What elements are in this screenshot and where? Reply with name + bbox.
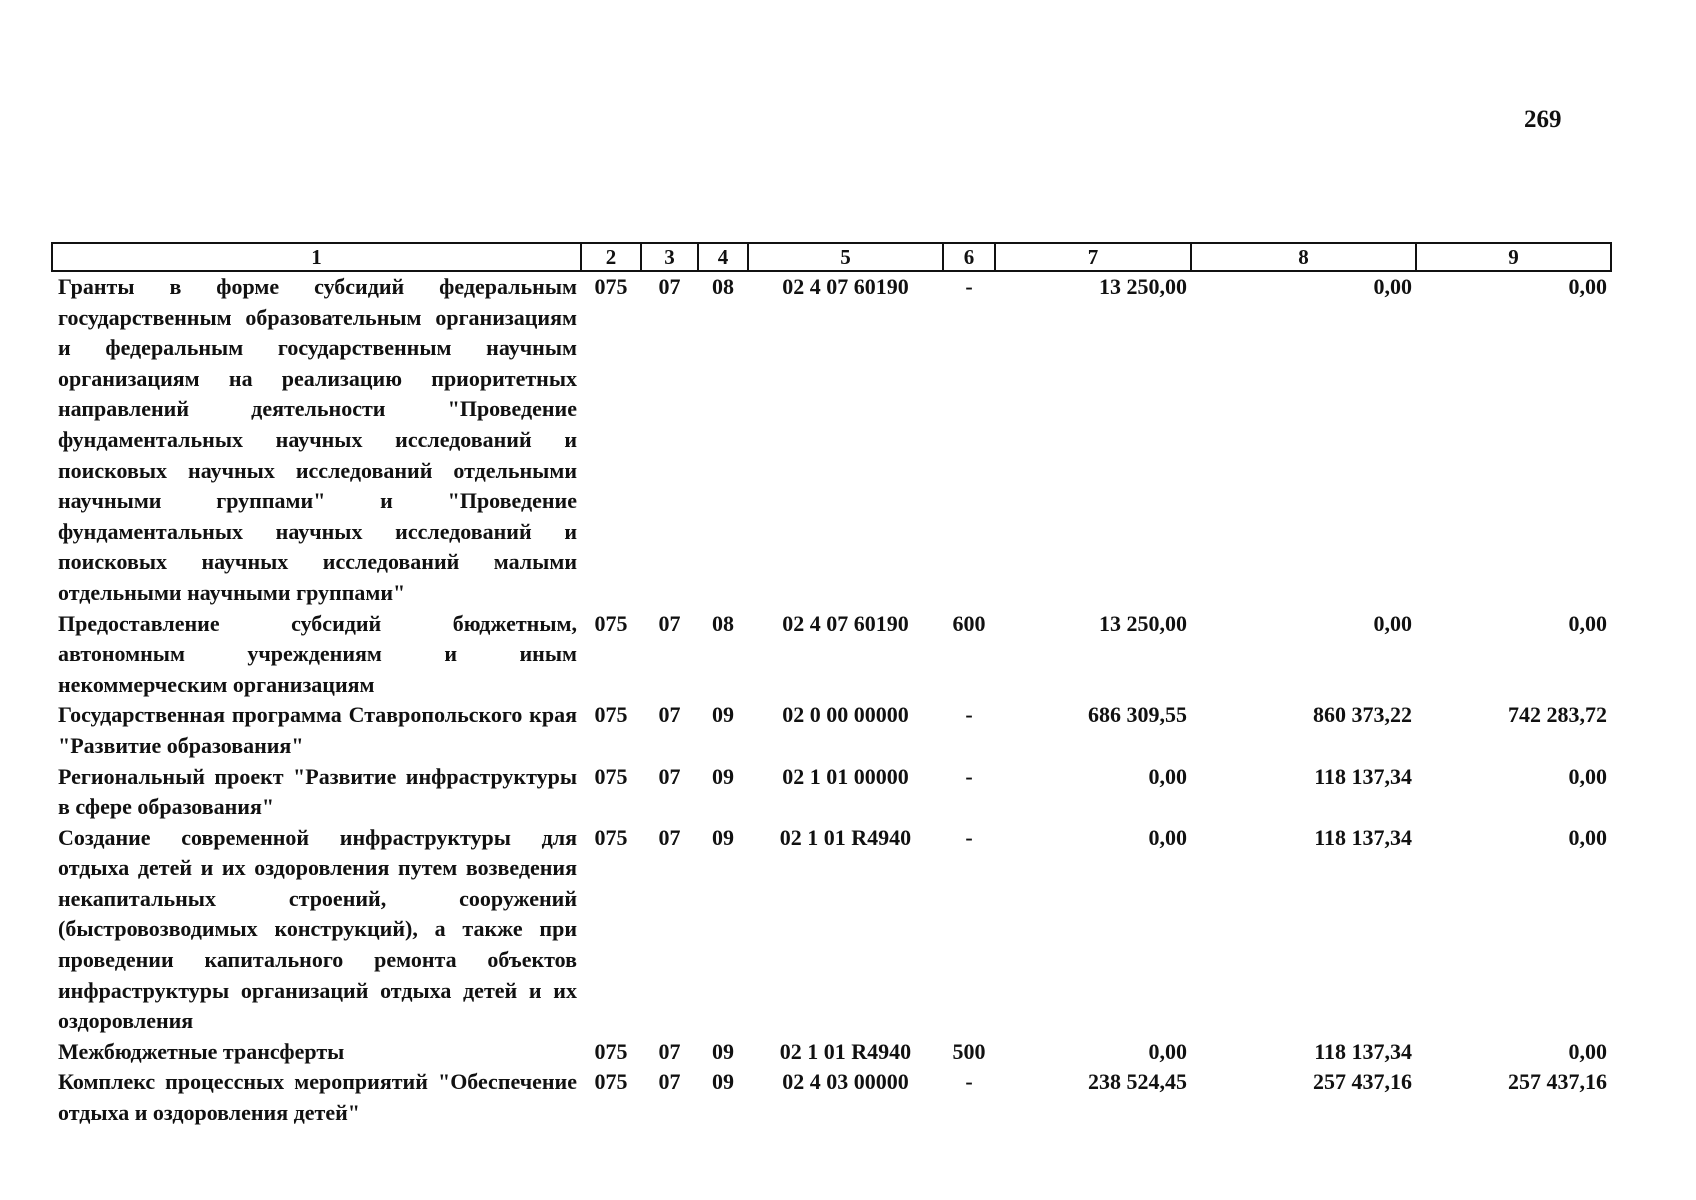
table-row: [52, 700, 1611, 761]
row-description: Предоставление субсидий бюджетным, автономным учреждениям и иным некоммерческим организациям: [58, 610, 577, 697]
cell-expense-type: 500: [952, 1038, 986, 1064]
cell-section: 07: [658, 1038, 681, 1064]
cell-section: 07: [658, 702, 681, 728]
row-description: Гранты в форме субсидий федеральным государственным образовательным организациям и федеральным государственным научным организациям на реализацию приоритетных направлений деятельности "Проведение фундаментальных научных исследований и поисковых научных исследований отдельными научными группами" и "Проведение фундаментальных научных исследований и поисковых научных исследований малыми отдельными научными группами": [58, 274, 577, 605]
cell-amount-col8: 118 137,34: [1314, 1038, 1412, 1064]
cell-expense-type: -: [965, 763, 973, 789]
table-row: [52, 1037, 1611, 1068]
cell-amount-col9: 0,00: [1568, 610, 1607, 636]
cell-ministry-code: 075: [594, 610, 628, 636]
table-header: [52, 243, 1611, 271]
table-row: [52, 1067, 1611, 1128]
cell-target-article: 02 4 07 60190: [782, 610, 909, 636]
cell-amount-col7: 13 250,00: [1099, 610, 1187, 636]
header-col-9: 9: [1416, 243, 1611, 271]
cell-section: 07: [658, 1069, 681, 1095]
cell-amount-col9: 257 437,16: [1508, 1069, 1607, 1095]
cell-subsection: 09: [712, 1038, 734, 1064]
cell-ministry-code: 075: [594, 1069, 628, 1095]
page-number: 269: [1524, 106, 1562, 133]
cell-amount-col7: 0,00: [1148, 763, 1187, 789]
cell-subsection: 09: [712, 763, 734, 789]
cell-amount-col8: 118 137,34: [1314, 824, 1412, 850]
cell-target-article: 02 1 01 R4940: [779, 824, 912, 850]
cell-amount-col9: 0,00: [1568, 1038, 1607, 1064]
cell-amount-col8: 860 373,22: [1313, 702, 1412, 728]
header-col-7: 7: [995, 243, 1191, 271]
cell-expense-type: 600: [952, 610, 986, 636]
row-description: Региональный проект "Развитие инфраструктуры в сфере образования": [58, 763, 577, 820]
cell-expense-type: -: [965, 824, 973, 850]
cell-section: 07: [658, 763, 681, 789]
cell-amount-col7: 0,00: [1148, 1038, 1187, 1064]
cell-amount-col9: 0,00: [1568, 824, 1607, 850]
header-col-2: 2: [581, 243, 641, 271]
cell-expense-type: -: [965, 274, 973, 299]
cell-amount-col8: 0,00: [1373, 274, 1412, 299]
cell-expense-type: -: [965, 1069, 973, 1095]
cell-subsection: 08: [712, 274, 734, 299]
cell-amount-col7: 0,00: [1148, 824, 1187, 850]
cell-section: 07: [658, 610, 681, 636]
cell-subsection: 09: [712, 824, 734, 850]
cell-amount-col9: 0,00: [1568, 274, 1607, 299]
header-col-3: 3: [641, 243, 698, 271]
row-description: Государственная программа Ставропольского края "Развитие образования": [58, 702, 577, 758]
cell-amount-col8: 118 137,34: [1314, 763, 1412, 789]
header-col-8: 8: [1191, 243, 1416, 271]
cell-amount-col7: 686 309,55: [1088, 702, 1187, 728]
table-row: [52, 609, 1611, 701]
cell-subsection: 09: [712, 702, 734, 728]
cell-expense-type: -: [965, 702, 973, 728]
cell-subsection: 08: [712, 610, 734, 636]
cell-target-article: 02 0 00 00000: [782, 702, 909, 728]
header-row: [52, 243, 1611, 271]
cell-amount-col8: 257 437,16: [1313, 1069, 1412, 1095]
cell-target-article: 02 4 03 00000: [782, 1069, 909, 1095]
table-row: [52, 271, 1611, 609]
header-col-6: 6: [943, 243, 995, 271]
table-row: [52, 823, 1611, 1037]
cell-ministry-code: 075: [594, 702, 628, 728]
cell-amount-col9: 0,00: [1568, 763, 1607, 789]
cell-target-article: 02 1 01 00000: [782, 763, 909, 789]
cell-ministry-code: 075: [594, 763, 628, 789]
row-description: Межбюджетные трансферты: [58, 1038, 345, 1064]
row-description: Создание современной инфраструктуры для отдыха детей и их оздоровления путем возведения некапитальных строений, сооружений (быстровозводимых конструкций), а также при проведении капитального ремонта объектов инфраструктуры организаций отдыха детей и их оздоровления: [58, 824, 577, 1034]
header-col-4: 4: [698, 243, 748, 271]
cell-amount-col7: 238 524,45: [1088, 1069, 1187, 1095]
cell-ministry-code: 075: [594, 274, 628, 299]
cell-section: 07: [658, 824, 681, 850]
row-description: Комплекс процессных мероприятий "Обеспечение отдыха и оздоровления детей": [58, 1069, 577, 1126]
cell-ministry-code: 075: [594, 824, 628, 850]
cell-target-article: 02 1 01 R4940: [779, 1038, 912, 1064]
header-col-5: 5: [748, 243, 943, 271]
table-row: [52, 762, 1611, 823]
table-body: [52, 271, 1611, 1129]
cell-subsection: 09: [712, 1069, 734, 1095]
cell-ministry-code: 075: [594, 1038, 628, 1064]
cell-amount-col8: 0,00: [1373, 610, 1412, 636]
cell-amount-col7: 13 250,00: [1099, 274, 1187, 299]
budget-table: [51, 242, 1612, 1129]
header-col-1: 1: [52, 243, 581, 271]
cell-section: 07: [658, 274, 681, 299]
cell-target-article: 02 4 07 60190: [782, 274, 909, 299]
cell-amount-col9: 742 283,72: [1508, 702, 1607, 728]
